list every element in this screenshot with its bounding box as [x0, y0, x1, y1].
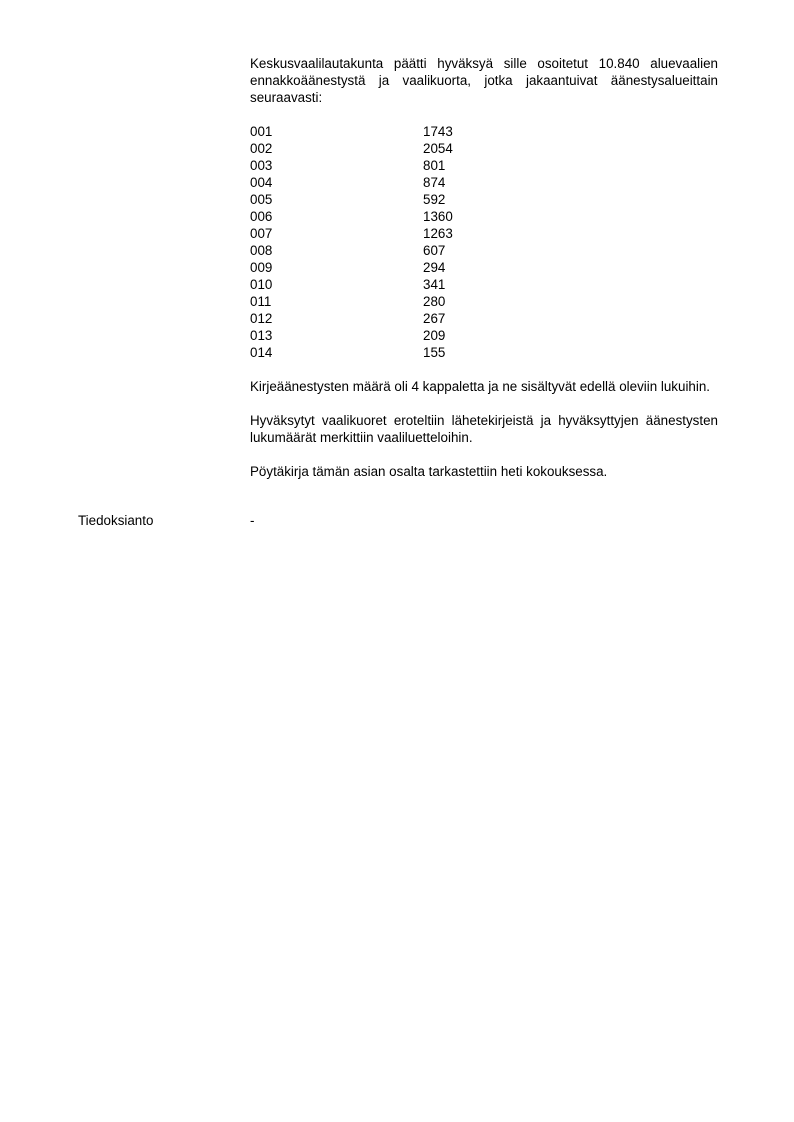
- table-row: [250, 208, 718, 225]
- table-row: [250, 293, 718, 310]
- spacer: [250, 361, 718, 378]
- letter-votes-paragraph: Kirjeäänestysten määrä oli 4 kappaletta ja ne sisältyvät edellä oleviin lukuihin.: [250, 379, 711, 394]
- envelope-count: 341: [423, 277, 446, 292]
- table-row: [250, 140, 718, 157]
- area-code: 011: [250, 294, 272, 309]
- table-row: [250, 174, 718, 191]
- envelope-count: 267: [423, 311, 446, 326]
- area-code: 013: [250, 328, 273, 343]
- area-code: 003: [250, 158, 273, 173]
- area-code: 009: [250, 260, 273, 275]
- envelope-count: 607: [423, 243, 446, 258]
- table-row: [250, 327, 718, 344]
- area-code: 012: [250, 311, 273, 326]
- envelope-count: 155: [423, 345, 446, 360]
- spacer: [250, 106, 718, 123]
- distribution-label: Tiedoksianto: [78, 513, 154, 528]
- table-row: [250, 310, 718, 327]
- table-row: [250, 259, 718, 276]
- area-code: 001: [250, 124, 273, 139]
- area-code: 014: [250, 345, 273, 360]
- envelope-count: 1360: [423, 209, 453, 224]
- table-row: [250, 123, 718, 140]
- table-row: [250, 276, 718, 293]
- envelopes-paragraph: Hyväksytyt vaalikuoret eroteltiin lähetekirjeistä ja hyväksyttyjen äänestysten lukumäärät merkittiin vaaliluetteloihin.: [250, 413, 718, 445]
- area-code: 004: [250, 175, 273, 190]
- table-row: [250, 191, 718, 208]
- area-code: 008: [250, 243, 273, 258]
- table-row: [250, 157, 718, 174]
- envelope-count: 280: [423, 294, 446, 309]
- envelope-count: 2054: [423, 141, 453, 156]
- envelope-count: 209: [423, 328, 446, 343]
- table-row: [250, 225, 718, 242]
- area-count-table: [250, 123, 718, 361]
- document-body: [250, 55, 718, 480]
- envelope-count: 1743: [423, 124, 453, 139]
- distribution-value: -: [250, 513, 255, 528]
- intro-paragraph: Keskusvaalilautakunta päätti hyväksyä sille osoitetut 10.840 aluevaalien ennakkoäänestystä ja vaalikuorta, jotka jakaantuivat äänestysalueittain seuraavasti:: [250, 56, 718, 105]
- area-code: 007: [250, 226, 273, 241]
- envelope-count: 801: [423, 158, 446, 173]
- spacer: [250, 446, 718, 463]
- table-row: [250, 242, 718, 259]
- area-code: 006: [250, 209, 273, 224]
- spacer: [250, 395, 718, 412]
- envelope-count: 294: [423, 260, 446, 275]
- area-code: 010: [250, 277, 273, 292]
- table-row: [250, 344, 718, 361]
- area-code: 002: [250, 141, 273, 156]
- envelope-count: 592: [423, 192, 446, 207]
- envelope-count: 1263: [423, 226, 453, 241]
- minutes-paragraph: Pöytäkirja tämän asian osalta tarkastettiin heti kokouksessa.: [250, 464, 608, 479]
- area-code: 005: [250, 192, 273, 207]
- distribution-row: [78, 512, 718, 529]
- envelope-count: 874: [423, 175, 446, 190]
